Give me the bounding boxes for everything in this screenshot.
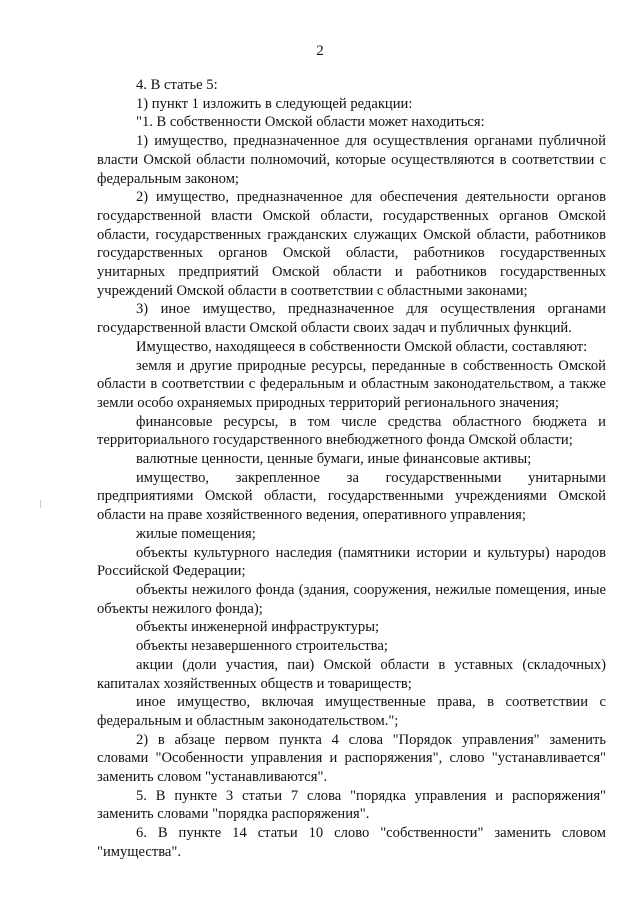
paragraph: 1) пункт 1 изложить в следующей редакции: bbox=[136, 95, 413, 112]
paragraph: 3) иное имущество, предназначенное для осуществления органами государственной власти Омской области своих задач и публичных функций. bbox=[97, 301, 606, 337]
paragraph: "1. В собственности Омской области может находиться: bbox=[136, 114, 485, 131]
paragraph: 2) в абзаце первом пункта 4 слова "Порядок управления" заменить словами "Особенности управления и распоряжения", слово "устанавливается" заменить словом "устанавливаются". bbox=[97, 731, 606, 786]
paragraph: валютные ценности, ценные бумаги, иные финансовые активы; bbox=[136, 451, 532, 468]
paragraph: объекты инженерной инфраструктуры; bbox=[136, 619, 380, 636]
paragraph: иное имущество, включая имущественные права, в соответствии с федеральным и областным законодательством."; bbox=[97, 694, 606, 729]
paragraph: жилые помещения; bbox=[136, 525, 256, 542]
document-body bbox=[97, 76, 606, 862]
paragraph: объекты нежилого фонда (здания, сооружения, нежилые помещения, иные объекты нежилого фонда); bbox=[97, 581, 606, 617]
page-number: 2 bbox=[316, 43, 324, 59]
paragraph: 4. В статье 5: bbox=[136, 77, 218, 93]
margin-mark bbox=[40, 500, 41, 508]
paragraph: финансовые ресурсы, в том числе средства областного бюджета и территориального государственного внебюджетного фонда Омской области; bbox=[97, 413, 606, 449]
paragraph: имущество, закрепленное за государственными унитарными предприятиями Омской области, государственными учреждениями Омской области на праве хозяйственного ведения, оперативного управления; bbox=[97, 469, 606, 524]
paragraph: 2) имущество, предназначенное для обеспечения деятельности органов государственной власти Омской области, государственных органов Омской области, государственных гражданских служащих Омской области, работников государственных органов Омской области, работников государственных унитарных предприятий Омской области и работников государственных учреждений Омской области в соответствии с областными законами; bbox=[97, 189, 606, 299]
paragraph: объекты культурного наследия (памятники истории и культуры) народов Российской Федерации; bbox=[97, 544, 606, 580]
paragraph: акции (доли участия, паи) Омской области в уставных (складочных) капиталах хозяйственных обществ и товариществ; bbox=[97, 656, 606, 692]
paragraph: объекты незавершенного строительства; bbox=[136, 638, 388, 655]
paragraph: 1) имущество, предназначенное для осуществления органами публичной власти Омской области полномочий, которые осуществляются в соответствии с федеральным законом; bbox=[97, 133, 606, 187]
paragraph: 6. В пункте 14 статьи 10 слово "собственности" заменить словом "имущества". bbox=[97, 825, 606, 860]
paragraph: 5. В пункте 3 статьи 7 слова "порядка управления и распоряжения" заменить словами "порядка распоряжения". bbox=[97, 787, 606, 823]
paragraph: земля и другие природные ресурсы, переданные в собственность Омской области в соответствии с федеральным и областным законодательством, а также земли особо охраняемых природных территорий регионального значения; bbox=[97, 357, 606, 411]
paragraph: Имущество, находящееся в собственности Омской области, составляют: bbox=[136, 338, 588, 355]
